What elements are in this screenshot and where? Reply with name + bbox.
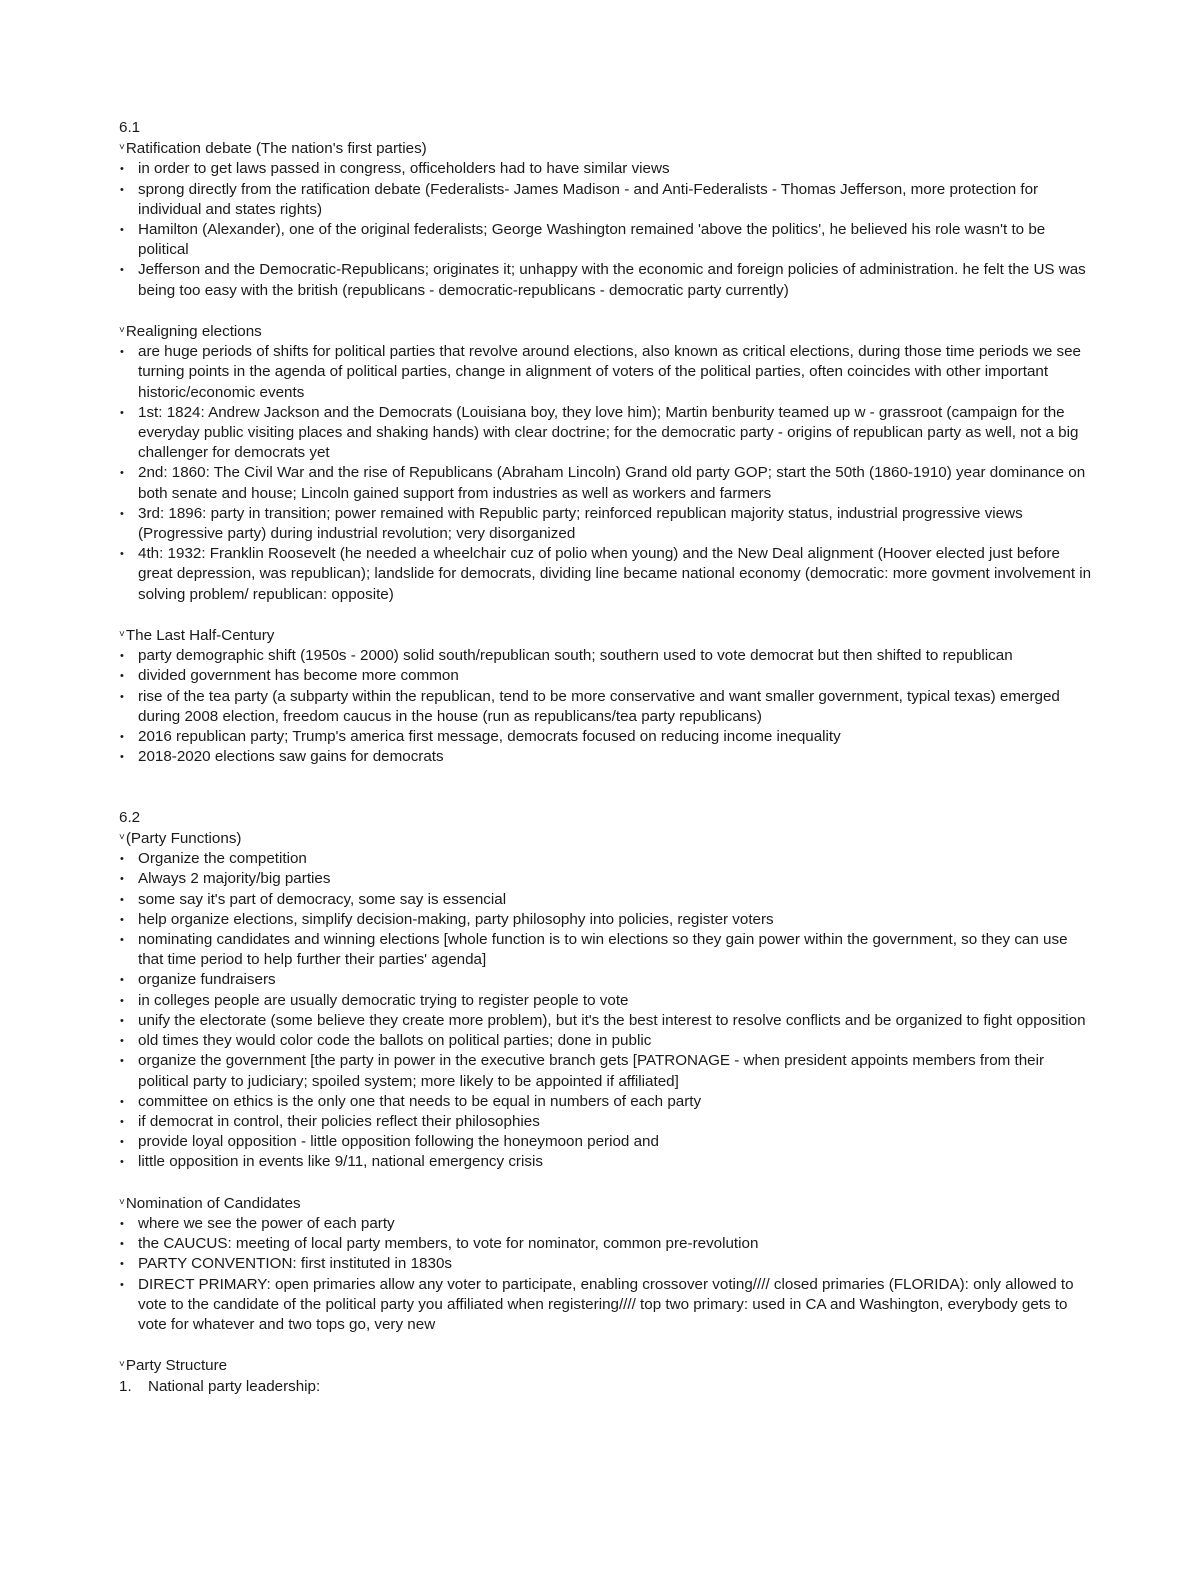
list-item: • 2018-2020 elections saw gains for democrats xyxy=(119,747,1094,767)
spacer xyxy=(119,301,1094,321)
heading-marker-icon: ˅ xyxy=(119,832,125,844)
list-item: • if democrat in control, their policies reflect their philosophies xyxy=(119,1112,1094,1132)
list-item xyxy=(119,1377,1094,1397)
list-party-structure xyxy=(119,1377,1094,1397)
list-item: • party demographic shift (1950s - 2000) solid south/republican south; southern used to vote democrat but then shifted to republican xyxy=(119,646,1094,666)
list-item: • Always 2 majority/big parties xyxy=(119,869,1094,889)
list-item-number: 1. xyxy=(119,1377,132,1395)
list-item: • 2nd: 1860: The Civil War and the rise of Republicans (Abraham Lincoln) Grand old party GOP; start the 50th (1860-1910) year dominance on both senate and house; Lincoln gained support from industries as well as workers and farmers xyxy=(119,463,1094,503)
list-item: • organize the government [the party in power in the executive branch gets [PATRONAGE - when president appoints members from their political party to judiciary; spoiled system; more likely to be appointed if affiliated] xyxy=(119,1051,1094,1091)
list-item: • the CAUCUS: meeting of local party members, to vote for nominator, common pre-revolution xyxy=(119,1234,1094,1254)
list-item: • 2016 republican party; Trump's america first message, democrats focused on reducing income inequality xyxy=(119,727,1094,747)
heading-marker-icon: ˅ xyxy=(119,325,125,337)
list-item: • sprong directly from the ratification debate (Federalists- James Madison - and Anti-Federalists - Thomas Jefferson, more protection for individual and states rights) xyxy=(119,180,1094,220)
list-item: • organize fundraisers xyxy=(119,970,1094,990)
heading-realigning-elections: ˅Realigning elections xyxy=(119,323,262,341)
list-item-text: National party leadership: xyxy=(148,1377,321,1395)
list-item: • Hamilton (Alexander), one of the original federalists; George Washington remained 'above the politics', he believed his role wasn't to be political xyxy=(119,220,1094,260)
list-item: • some say it's part of democracy, some say is essencial xyxy=(119,890,1094,910)
list-item: • in order to get laws passed in congress, officeholders had to have similar views xyxy=(119,159,1094,179)
list-last-half-century xyxy=(119,646,1094,767)
list-item: • in colleges people are usually democratic trying to register people to vote xyxy=(119,991,1094,1011)
heading-marker-icon: ˅ xyxy=(119,1196,125,1208)
list-item: • nominating candidates and winning elections [whole function is to win elections so they gain power within the government, so they can use that time period to help further their parties' agenda] xyxy=(119,930,1094,970)
list-item: • old times they would color code the ballots on political parties; done in public xyxy=(119,1031,1094,1051)
document-page xyxy=(119,118,1094,1397)
list-item: • unify the electorate (some believe they create more problem), but it's the best interest to resolve conflicts and be organized to fight opposition xyxy=(119,1011,1094,1031)
list-item: • are huge periods of shifts for political parties that revolve around elections, also known as critical elections, during those time periods we see turning points in the agenda of political parties, change in alignment of voters of the political parties, often coincides with other important historic/economic events xyxy=(119,342,1094,403)
list-ratification xyxy=(119,159,1094,300)
heading-marker-icon: ˅ xyxy=(119,629,125,641)
list-item: • rise of the tea party (a subparty within the republican, tend to be more conservative and want smaller government, typical texas) emerged during 2008 election, freedom caucus in the house (run as republicans/tea party republicans) xyxy=(119,687,1094,727)
heading-party-structure: ˅Party Structure xyxy=(119,1357,228,1375)
list-item: • where we see the power of each party xyxy=(119,1214,1094,1234)
list-item: • little opposition in events like 9/11, national emergency crisis xyxy=(119,1152,1094,1172)
list-realigning xyxy=(119,342,1094,605)
heading-marker-icon: ˅ xyxy=(119,142,125,154)
list-item: • help organize elections, simplify decision-making, party philosophy into policies, register voters xyxy=(119,910,1094,930)
section-number-6-1: 6.1 xyxy=(119,119,141,136)
heading-last-half-century: ˅The Last Half-Century xyxy=(119,627,275,645)
section-number-6-2: 6.2 xyxy=(119,808,141,826)
list-item: • provide loyal opposition - little opposition following the honeymoon period and xyxy=(119,1132,1094,1152)
list-item: • 1st: 1824: Andrew Jackson and the Democrats (Louisiana boy, they love him); Martin benburity teamed up w - grassroot (campaign for the everyday public visiting places and shaking hands) with clear doctrine; for the democratic party - origins of republican party as well, not a big challenger for democrats yet xyxy=(119,403,1094,464)
spacer xyxy=(119,1173,1094,1193)
heading-party-functions: ˅(Party Functions) xyxy=(119,830,242,848)
list-nomination xyxy=(119,1214,1094,1335)
list-item: • PARTY CONVENTION: first instituted in 1830s xyxy=(119,1254,1094,1274)
list-item: • Organize the competition xyxy=(119,849,1094,869)
list-item: • divided government has become more common xyxy=(119,666,1094,686)
heading-marker-icon: ˅ xyxy=(119,1359,125,1371)
heading-ratification-debate: ˅Ratification debate (The nation's first parties) xyxy=(119,140,427,158)
heading-nomination-of-candidates: ˅Nomination of Candidates xyxy=(119,1194,301,1212)
list-party-functions xyxy=(119,849,1094,1172)
spacer xyxy=(119,1335,1094,1355)
spacer xyxy=(119,767,1094,807)
spacer xyxy=(119,605,1094,625)
list-item: • 4th: 1932: Franklin Roosevelt (he needed a wheelchair cuz of polio when young) and the New Deal alignment (Hoover elected just before great depression, was republican); landslide for democrats, dividing line became national economy (democratic: more govment involvement in solving problem/ republican: opposite) xyxy=(119,544,1094,605)
list-item: • 3rd: 1896: party in transition; power remained with Republic party; reinforced republican majority status, industrial progressive views (Progressive party) during industrial revolution; very disorganized xyxy=(119,504,1094,544)
list-item: • DIRECT PRIMARY: open primaries allow any voter to participate, enabling crossover voting//// closed primaries (FLORIDA): only allowed to vote to the candidate of the political party you affiliated when registering//// top two primary: used in CA and Washington, everybody gets to vote for whatever and two tops go, very new xyxy=(119,1275,1094,1336)
list-item: • committee on ethics is the only one that needs to be equal in numbers of each party xyxy=(119,1092,1094,1112)
list-item: • Jefferson and the Democratic-Republicans; originates it; unhappy with the economic and foreign policies of administration. he felt the US was being too easy with the british (republicans - democratic-republicans - democratic party currently) xyxy=(119,260,1094,300)
